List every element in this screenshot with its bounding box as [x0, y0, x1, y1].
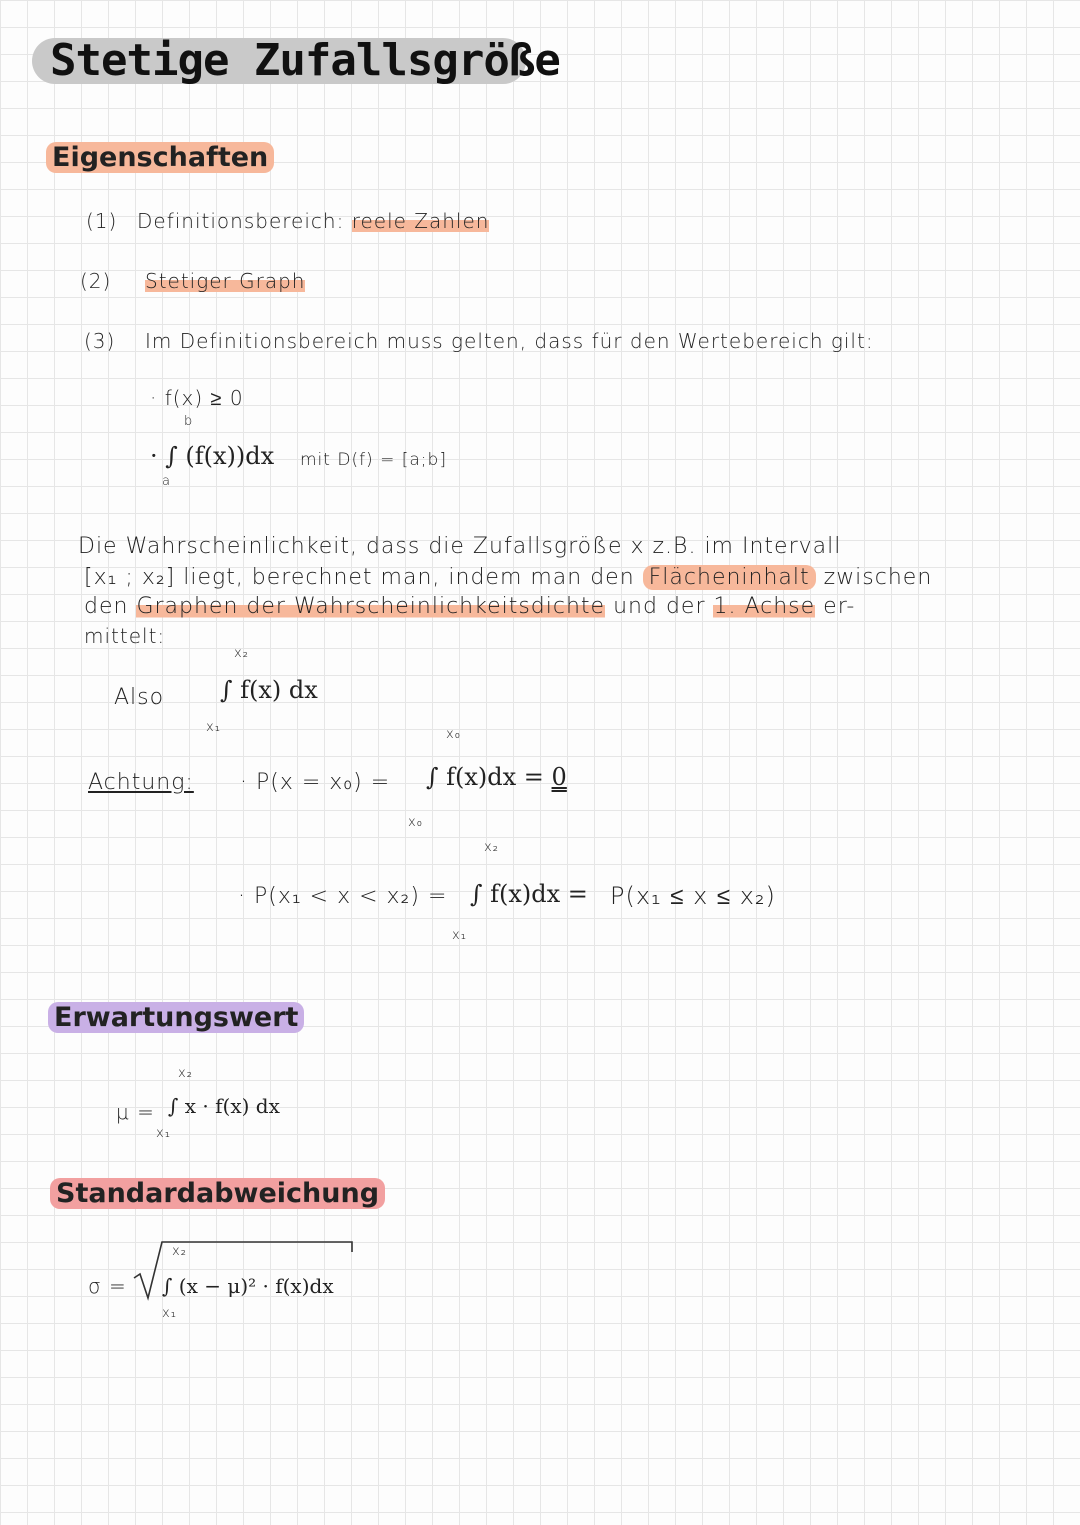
- expectation-formula-left: μ =: [116, 1100, 155, 1124]
- also-integral: ∫ f(x) dx: [220, 676, 318, 704]
- domain-label: Definitionsbereich:: [137, 209, 345, 233]
- achtung-eq1-integral-text: ∫ f(x)dx =: [426, 763, 552, 791]
- section-heading-expectation: Erwartungswert: [48, 1002, 304, 1033]
- std-dev-formula-left: σ =: [88, 1274, 127, 1298]
- section-heading-properties: Eigenschaften: [46, 142, 274, 173]
- paragraph-line-3: [84, 594, 855, 619]
- achtung-eq1-integral: [426, 763, 567, 791]
- paragraph-line-2-start: [x₁ ; x₂] liegt, berechnet man, indem man den: [84, 565, 635, 590]
- condition-integral: · ∫ (f(x))dx: [150, 442, 275, 470]
- page-title-banner: [32, 35, 560, 86]
- paragraph-line-1: Die Wahrscheinlichkeit, dass die Zufallsgröße x z.B. im Intervall: [78, 534, 842, 559]
- item-label-1: [137, 209, 489, 233]
- condition-domain: mit D(f) = [a;b]: [300, 450, 447, 470]
- item-text-3: Im Definitionsbereich muss gelten, dass für den Wertebereich gilt:: [145, 329, 874, 353]
- achtung-eq1-left: · P(x = x₀) =: [240, 770, 391, 795]
- paragraph-line-3-start: den: [84, 594, 129, 619]
- achtung-eq2-left: · P(x₁ < x < x₂) =: [238, 884, 448, 909]
- paragraph-line-4: mittelt:: [84, 624, 166, 648]
- achtung-eq2-right: P(x₁ ≤ x ≤ x₂): [610, 882, 776, 910]
- also-lower-limit: x₁: [206, 720, 221, 735]
- condition-upper-limit: b: [184, 414, 194, 429]
- expectation-upper-limit: x₂: [178, 1066, 193, 1081]
- domain-value: reele Zahlen: [351, 209, 490, 233]
- paragraph-line-3-end: er-: [823, 594, 856, 619]
- expectation-lower-limit: x₁: [156, 1126, 171, 1141]
- also-label: Also: [114, 685, 165, 710]
- achtung-eq1-lower: x₀: [408, 815, 423, 830]
- achtung-eq1-result: 0: [551, 763, 567, 791]
- page-title: Stetige Zufallsgröße: [50, 35, 560, 86]
- achtung-eq2-integral: ∫ f(x)dx =: [470, 880, 588, 908]
- std-dev-integral: ∫ (x − μ)² · f(x)dx: [162, 1274, 334, 1298]
- std-dev-lower-limit: x₁: [162, 1306, 177, 1321]
- item-number-3: (3): [84, 329, 116, 353]
- item-number-2: (2): [80, 269, 112, 293]
- paragraph-line-3-mid: und der: [613, 594, 706, 619]
- achtung-eq1-upper: x₀: [446, 727, 461, 742]
- std-dev-upper-limit: x₂: [172, 1244, 187, 1259]
- achtung-label: Achtung:: [88, 770, 194, 795]
- paragraph-line-2-end: zwischen: [823, 565, 933, 590]
- condition-lower-limit: a: [162, 474, 171, 489]
- achtung-eq2-upper: x₂: [484, 840, 499, 855]
- expectation-integral: ∫ x · f(x) dx: [168, 1094, 280, 1118]
- highlight-area: Flächeninhalt: [643, 565, 816, 590]
- section-heading-std-dev: Standardabweichung: [50, 1178, 385, 1209]
- achtung-eq2-lower: x₁: [452, 928, 467, 943]
- also-upper-limit: x₂: [234, 646, 249, 661]
- continuous-graph-label: Stetiger Graph: [145, 269, 306, 293]
- condition-nonnegative: · f(x) ≥ 0: [150, 386, 244, 410]
- paragraph-line-2: [84, 565, 932, 590]
- highlight-first-axis: 1. Achse: [713, 594, 816, 619]
- highlight-density-graph: Graphen der Wahrscheinlichkeitsdichte: [136, 594, 606, 619]
- item-number-1: (1): [86, 209, 118, 233]
